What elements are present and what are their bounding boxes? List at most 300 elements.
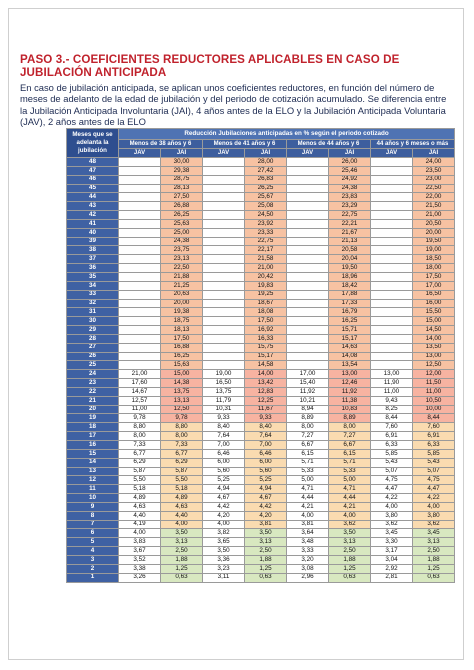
months-cell: 6 [67, 529, 119, 538]
jav-cell: 5,50 [119, 476, 161, 485]
jav-cell: 9,33 [203, 414, 245, 423]
jai-cell: 5,07 [413, 467, 455, 476]
jai-cell: 5,87 [161, 467, 203, 476]
table-row [67, 193, 455, 202]
jav-cell: 3,82 [203, 529, 245, 538]
table-row [67, 158, 455, 167]
period-header: Menos de 38 años y 6 [119, 140, 203, 149]
jav-cell [119, 290, 161, 299]
jav-cell: 14,67 [119, 387, 161, 396]
jav-cell [287, 184, 329, 193]
table-row [67, 184, 455, 193]
months-cell: 44 [67, 193, 119, 202]
jai-cell: 10,00 [413, 405, 455, 414]
jav-cell: 4,22 [371, 494, 413, 503]
months-cell: 35 [67, 272, 119, 281]
jai-cell: 27,50 [161, 193, 203, 202]
jai-cell: 6,33 [413, 441, 455, 450]
jav-cell: 15,40 [287, 379, 329, 388]
table-row [67, 281, 455, 290]
jav-cell [203, 246, 245, 255]
jai-cell: 28,00 [245, 158, 287, 167]
jai-cell: 17,50 [413, 272, 455, 281]
table-row [67, 467, 455, 476]
months-cell: 33 [67, 290, 119, 299]
jav-cell: 4,94 [203, 485, 245, 494]
jai-cell: 18,42 [329, 281, 371, 290]
jai-cell: 2,50 [329, 547, 371, 556]
months-cell: 7 [67, 520, 119, 529]
jav-cell [203, 326, 245, 335]
jav-cell [287, 255, 329, 264]
jai-cell: 0,63 [329, 573, 371, 582]
jav-header: JAV [203, 149, 245, 158]
jav-cell: 3,17 [371, 547, 413, 556]
jav-cell [371, 184, 413, 193]
jai-cell: 19,00 [413, 246, 455, 255]
jai-cell: 3,80 [413, 511, 455, 520]
table-row [67, 441, 455, 450]
jai-cell: 26,88 [161, 202, 203, 211]
months-cell: 25 [67, 361, 119, 370]
jav-cell: 5,85 [371, 449, 413, 458]
jav-cell: 11,00 [371, 387, 413, 396]
jai-cell: 23,50 [413, 166, 455, 175]
jav-cell [203, 352, 245, 361]
jai-cell: 6,77 [161, 449, 203, 458]
jai-cell: 27,42 [245, 166, 287, 175]
jai-cell: 15,00 [413, 317, 455, 326]
months-cell: 11 [67, 485, 119, 494]
jai-cell: 20,50 [413, 219, 455, 228]
jai-cell: 12,00 [413, 370, 455, 379]
jai-cell: 23,33 [245, 228, 287, 237]
jai-cell: 17,50 [245, 317, 287, 326]
jav-cell [287, 211, 329, 220]
jav-cell: 4,67 [203, 494, 245, 503]
table-row [67, 326, 455, 335]
table-row [67, 547, 455, 556]
jav-cell [371, 334, 413, 343]
jav-cell [287, 237, 329, 246]
months-cell: 24 [67, 370, 119, 379]
jai-cell: 5,18 [161, 485, 203, 494]
jai-cell: 7,27 [329, 432, 371, 441]
jav-cell [287, 361, 329, 370]
jai-cell: 12,46 [329, 379, 371, 388]
jav-cell: 10,31 [203, 405, 245, 414]
jav-cell: 16,50 [203, 379, 245, 388]
jai-cell: 14,38 [161, 379, 203, 388]
jav-cell [203, 317, 245, 326]
jav-cell [119, 317, 161, 326]
jav-cell [119, 193, 161, 202]
jai-cell: 21,58 [245, 255, 287, 264]
jai-cell: 18,00 [413, 264, 455, 273]
jai-cell: 26,00 [329, 158, 371, 167]
jai-cell: 19,50 [413, 237, 455, 246]
jav-cell: 5,71 [287, 458, 329, 467]
jai-cell: 4,00 [329, 511, 371, 520]
jav-cell [371, 228, 413, 237]
jai-cell: 13,00 [413, 352, 455, 361]
jav-cell: 3,30 [371, 538, 413, 547]
jav-cell [287, 202, 329, 211]
table-row [67, 175, 455, 184]
jai-cell: 16,25 [329, 317, 371, 326]
jav-cell [119, 166, 161, 175]
jav-cell: 6,29 [119, 458, 161, 467]
jai-cell: 19,50 [329, 264, 371, 273]
jav-cell: 3,11 [203, 573, 245, 582]
jav-cell [203, 175, 245, 184]
jai-cell: 5,33 [329, 467, 371, 476]
jai-cell: 1,25 [329, 564, 371, 573]
jav-cell [287, 246, 329, 255]
jav-cell: 3,50 [203, 547, 245, 556]
table-row [67, 343, 455, 352]
jai-cell: 1,25 [413, 564, 455, 573]
jav-cell: 3,26 [119, 573, 161, 582]
jav-cell [203, 272, 245, 281]
table-row [67, 476, 455, 485]
jai-cell: 15,63 [161, 361, 203, 370]
jai-cell: 17,50 [161, 334, 203, 343]
jai-cell: 1,88 [413, 555, 455, 564]
jai-cell: 21,00 [413, 211, 455, 220]
jai-cell: 28,13 [161, 184, 203, 193]
jai-cell: 25,63 [161, 219, 203, 228]
table-row [67, 370, 455, 379]
table-row [67, 432, 455, 441]
months-cell: 30 [67, 317, 119, 326]
jai-cell: 16,92 [245, 326, 287, 335]
jai-cell: 6,29 [161, 458, 203, 467]
months-cell: 39 [67, 237, 119, 246]
jav-cell: 7,27 [287, 432, 329, 441]
jai-cell: 30,00 [161, 158, 203, 167]
jav-cell: 6,33 [371, 441, 413, 450]
jav-cell [203, 343, 245, 352]
table-row [67, 555, 455, 564]
jai-cell: 1,88 [161, 555, 203, 564]
table-row [67, 396, 455, 405]
jai-cell: 25,08 [245, 202, 287, 211]
jav-cell: 5,25 [203, 476, 245, 485]
jav-cell [287, 272, 329, 281]
jav-cell: 13,75 [203, 387, 245, 396]
jav-cell: 21,00 [119, 370, 161, 379]
jav-cell: 5,87 [119, 467, 161, 476]
jav-cell: 3,23 [203, 564, 245, 573]
jav-cell: 3,62 [371, 520, 413, 529]
jav-cell [119, 255, 161, 264]
jai-cell: 9,78 [161, 414, 203, 423]
jai-cell: 19,25 [245, 290, 287, 299]
jai-cell: 8,00 [329, 423, 371, 432]
jav-cell [203, 281, 245, 290]
jav-cell: 5,43 [371, 458, 413, 467]
table-row [67, 264, 455, 273]
period-header: Menos de 41 años y 6 [203, 140, 287, 149]
jav-cell: 4,21 [287, 502, 329, 511]
jai-cell: 2,50 [245, 547, 287, 556]
jav-cell [287, 326, 329, 335]
jav-cell [203, 290, 245, 299]
table-row [67, 290, 455, 299]
jav-cell: 3,38 [119, 564, 161, 573]
table-row [67, 219, 455, 228]
jai-cell: 13,42 [245, 379, 287, 388]
jai-cell: 13,50 [413, 343, 455, 352]
jav-cell [371, 343, 413, 352]
jai-cell: 4,67 [245, 494, 287, 503]
jai-cell: 15,17 [245, 352, 287, 361]
jai-cell: 16,79 [329, 308, 371, 317]
months-cell: 10 [67, 494, 119, 503]
table-row [67, 246, 455, 255]
jav-cell [203, 308, 245, 317]
jav-cell: 3,04 [371, 555, 413, 564]
jai-cell: 11,67 [245, 405, 287, 414]
jai-cell: 4,89 [161, 494, 203, 503]
jai-cell: 12,83 [245, 387, 287, 396]
jav-cell [287, 281, 329, 290]
jai-cell: 24,50 [245, 211, 287, 220]
jai-cell: 26,25 [161, 211, 203, 220]
jai-cell: 18,13 [161, 326, 203, 335]
jai-cell: 21,88 [161, 272, 203, 281]
jai-cell: 11,50 [413, 379, 455, 388]
months-cell: 22 [67, 387, 119, 396]
jav-cell [203, 334, 245, 343]
jai-cell: 18,08 [245, 308, 287, 317]
period-header: Menos de 44 años y 6 [287, 140, 371, 149]
jai-cell: 6,15 [329, 449, 371, 458]
jai-cell: 3,50 [245, 529, 287, 538]
table-row [67, 502, 455, 511]
jav-cell [119, 343, 161, 352]
months-cell: 3 [67, 555, 119, 564]
jav-cell [371, 219, 413, 228]
jai-cell: 3,13 [245, 538, 287, 547]
jav-cell: 9,78 [119, 414, 161, 423]
jai-cell: 23,92 [245, 219, 287, 228]
jai-cell: 14,08 [329, 352, 371, 361]
jav-cell: 3,33 [287, 547, 329, 556]
jai-cell: 20,42 [245, 272, 287, 281]
jai-cell: 2,50 [161, 547, 203, 556]
jai-cell: 15,50 [413, 308, 455, 317]
jav-cell [371, 193, 413, 202]
table-row [67, 272, 455, 281]
jai-cell: 13,00 [329, 370, 371, 379]
jai-cell: 23,75 [161, 246, 203, 255]
jai-cell: 6,67 [329, 441, 371, 450]
jai-cell: 20,00 [413, 228, 455, 237]
table-row [67, 379, 455, 388]
jav-cell [119, 237, 161, 246]
jai-cell: 14,00 [245, 370, 287, 379]
jav-cell: 6,67 [287, 441, 329, 450]
jai-cell: 16,00 [413, 299, 455, 308]
jai-cell: 28,75 [161, 175, 203, 184]
jav-cell [371, 246, 413, 255]
months-cell: 40 [67, 228, 119, 237]
months-cell: 34 [67, 281, 119, 290]
jai-cell: 4,21 [329, 502, 371, 511]
jav-cell: 8,40 [203, 423, 245, 432]
months-cell: 38 [67, 246, 119, 255]
jai-cell: 23,00 [413, 175, 455, 184]
jai-cell: 25,67 [245, 193, 287, 202]
jai-header: JAI [413, 149, 455, 158]
months-cell: 8 [67, 511, 119, 520]
table-row [67, 299, 455, 308]
jav-cell [119, 219, 161, 228]
jav-cell: 8,00 [119, 432, 161, 441]
jai-cell: 15,75 [245, 343, 287, 352]
jav-cell [203, 237, 245, 246]
jai-cell: 15,00 [161, 370, 203, 379]
jav-cell: 3,80 [371, 511, 413, 520]
months-cell: 9 [67, 502, 119, 511]
jav-cell [287, 352, 329, 361]
jai-cell: 20,00 [161, 299, 203, 308]
jav-cell: 3,45 [371, 529, 413, 538]
jav-cell [371, 272, 413, 281]
jav-cell [287, 219, 329, 228]
jav-cell: 11,90 [371, 379, 413, 388]
jav-cell: 11,79 [203, 396, 245, 405]
jai-cell: 22,75 [245, 237, 287, 246]
jai-cell: 25,00 [161, 228, 203, 237]
jai-cell: 9,33 [245, 414, 287, 423]
jai-cell: 16,33 [245, 334, 287, 343]
jai-cell: 3,50 [329, 529, 371, 538]
jav-cell [119, 281, 161, 290]
jav-cell [371, 211, 413, 220]
jai-cell: 23,83 [329, 193, 371, 202]
jai-cell: 5,25 [245, 476, 287, 485]
jai-cell: 22,17 [245, 246, 287, 255]
jav-cell [119, 228, 161, 237]
months-cell: 31 [67, 308, 119, 317]
jav-cell: 3,67 [119, 547, 161, 556]
jai-cell: 15,17 [329, 334, 371, 343]
jai-cell: 13,54 [329, 361, 371, 370]
jav-cell [119, 272, 161, 281]
jai-cell: 22,21 [329, 219, 371, 228]
jav-cell [119, 264, 161, 273]
jai-cell: 3,45 [413, 529, 455, 538]
table-row [67, 520, 455, 529]
jai-cell: 8,80 [161, 423, 203, 432]
jav-cell: 8,89 [287, 414, 329, 423]
jai-cell: 20,04 [329, 255, 371, 264]
jai-cell: 22,50 [413, 184, 455, 193]
months-cell: 20 [67, 405, 119, 414]
jai-cell: 10,50 [413, 396, 455, 405]
jav-cell: 3,08 [287, 564, 329, 573]
jav-cell: 5,60 [203, 467, 245, 476]
jai-cell: 6,00 [245, 458, 287, 467]
jav-cell [287, 317, 329, 326]
months-cell: 48 [67, 158, 119, 167]
jai-cell: 24,00 [413, 158, 455, 167]
jav-cell [119, 334, 161, 343]
jai-cell: 4,00 [161, 520, 203, 529]
table-row [67, 573, 455, 582]
jai-cell: 17,33 [329, 299, 371, 308]
jav-cell [203, 202, 245, 211]
jav-cell [371, 175, 413, 184]
jai-cell: 1,88 [329, 555, 371, 564]
jav-cell [371, 255, 413, 264]
jav-cell: 4,40 [119, 511, 161, 520]
table-row [67, 202, 455, 211]
jai-cell: 26,83 [245, 175, 287, 184]
jav-cell [203, 211, 245, 220]
jav-cell [371, 299, 413, 308]
months-cell: 15 [67, 449, 119, 458]
jai-cell: 7,64 [245, 432, 287, 441]
jav-cell: 12,57 [119, 396, 161, 405]
table-row [67, 361, 455, 370]
jav-cell [287, 308, 329, 317]
jav-cell: 6,77 [119, 449, 161, 458]
jav-cell: 11,92 [287, 387, 329, 396]
jav-cell: 8,25 [371, 405, 413, 414]
jav-cell: 6,91 [371, 432, 413, 441]
jai-cell: 4,22 [413, 494, 455, 503]
jav-cell: 11,00 [119, 405, 161, 414]
months-cell: 27 [67, 343, 119, 352]
table-row [67, 423, 455, 432]
period-header: 44 años y 6 meses o más [371, 140, 455, 149]
jav-cell: 2,96 [287, 573, 329, 582]
jai-header: JAI [161, 149, 203, 158]
jai-cell: 4,42 [245, 502, 287, 511]
jai-cell: 6,46 [245, 449, 287, 458]
jav-cell: 3,36 [203, 555, 245, 564]
jav-cell [119, 299, 161, 308]
jai-cell: 20,58 [329, 246, 371, 255]
jav-cell [371, 158, 413, 167]
jav-cell [203, 299, 245, 308]
jai-cell: 3,62 [413, 520, 455, 529]
jai-cell: 24,92 [329, 175, 371, 184]
jai-cell: 18,67 [245, 299, 287, 308]
jav-cell: 13,00 [371, 370, 413, 379]
jav-cell: 7,33 [119, 441, 161, 450]
jai-cell: 5,43 [413, 458, 455, 467]
jav-cell: 7,64 [203, 432, 245, 441]
jai-cell: 13,75 [161, 387, 203, 396]
months-cell: 21 [67, 396, 119, 405]
jai-cell: 7,00 [245, 441, 287, 450]
jav-cell: 4,20 [203, 511, 245, 520]
jav-cell: 3,81 [287, 520, 329, 529]
jai-cell: 4,94 [245, 485, 287, 494]
jav-cell [371, 308, 413, 317]
jai-header: JAI [245, 149, 287, 158]
jai-cell: 11,38 [329, 396, 371, 405]
jai-cell: 1,88 [245, 555, 287, 564]
jai-cell: 21,50 [413, 202, 455, 211]
jav-cell [119, 246, 161, 255]
table-row [67, 308, 455, 317]
